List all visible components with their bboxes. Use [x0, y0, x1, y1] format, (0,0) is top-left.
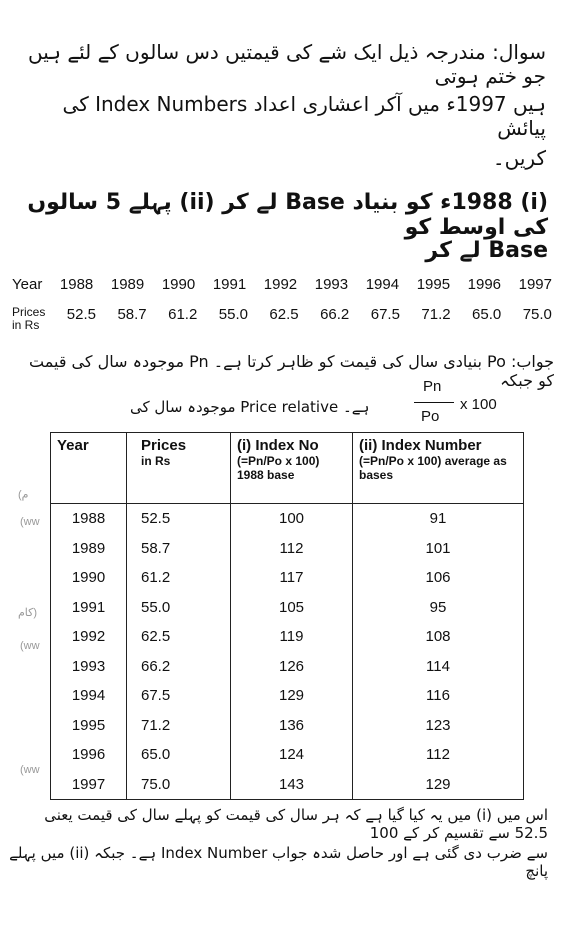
times-hundred: x 100: [460, 396, 497, 413]
header-subtitle: (=Pn/Po x 100) 1988 base: [237, 454, 320, 482]
cell-index-1988: 143: [231, 770, 353, 800]
given-year: 1996: [467, 276, 502, 293]
header-prices: [127, 433, 231, 504]
watermark: (ww: [20, 640, 40, 652]
cell-index-1988: 129: [231, 681, 353, 711]
cell-index-1988: 105: [231, 593, 353, 623]
watermark: (ww: [20, 516, 40, 528]
cell-price: 67.5: [127, 681, 231, 711]
header-subtitle: in Rs: [141, 454, 171, 468]
cell-year: 1995: [51, 711, 127, 741]
table-header-row: [51, 433, 524, 504]
cell-year: 1997: [51, 770, 127, 800]
price-label-line-2: in Rs: [12, 318, 40, 332]
cell-year: 1991: [51, 593, 127, 623]
given-year: 1989: [110, 276, 145, 293]
given-price: 52.5: [66, 306, 96, 323]
footer-line-1: اس میں (i) میں یہ کیا گیا ہے کہ ہر سال کی قیمت کو پہلے سال کی قیمت یعنی 52.5 سے تقسیم کر کے 100: [44, 806, 548, 842]
table-row: [51, 770, 524, 800]
given-price: 65.0: [472, 306, 502, 323]
given-price: 62.5: [269, 306, 299, 323]
cell-price: 66.2: [127, 652, 231, 682]
header-year: [51, 433, 127, 504]
header-subtitle: (=Pn/Po x 100) average as bases: [359, 454, 507, 482]
cell-price: 75.0: [127, 770, 231, 800]
cell-price: 65.0: [127, 740, 231, 770]
cell-index-average: 112: [353, 740, 524, 770]
given-year: 1993: [314, 276, 349, 293]
cell-year: 1993: [51, 652, 127, 682]
cell-price: 52.5: [127, 504, 231, 534]
fraction-bar: [414, 402, 454, 403]
given-year: 1991: [212, 276, 247, 293]
year-label: Year: [12, 276, 43, 293]
watermark: (ww: [20, 764, 40, 776]
cell-year: 1992: [51, 622, 127, 652]
table-row: [51, 504, 524, 534]
footer-line-2: سے ضرب دی گئی ہے اور حاصل شدہ جواب Index Number ہے۔ جبکہ (ii) میں پہلے پانچ: [9, 844, 548, 880]
cell-index-average: 114: [353, 652, 524, 682]
given-price: 55.0: [218, 306, 248, 323]
question-line-5: Base لے کر: [425, 238, 548, 263]
index-number-table: [50, 432, 524, 800]
table-row: [51, 622, 524, 652]
cell-index-1988: 117: [231, 563, 353, 593]
cell-index-average: 95: [353, 593, 524, 623]
table-row: [51, 681, 524, 711]
given-year: 1994: [365, 276, 400, 293]
header-index-1988: [231, 433, 353, 504]
table-row: [51, 652, 524, 682]
table-row: [51, 711, 524, 741]
cell-index-average: 106: [353, 563, 524, 593]
given-year: 1995: [416, 276, 451, 293]
cell-price: 55.0: [127, 593, 231, 623]
table-row: [51, 563, 524, 593]
header-index-average: [353, 433, 524, 504]
fraction-numerator: Pn: [423, 378, 442, 395]
cell-price: 71.2: [127, 711, 231, 741]
given-price: 61.2: [168, 306, 198, 323]
cell-year: 1994: [51, 681, 127, 711]
cell-index-1988: 126: [231, 652, 353, 682]
cell-year: 1988: [51, 504, 127, 534]
table-row: [51, 534, 524, 564]
question-line-4: (i) 1988ء کو بنیاد Base لے کر (ii) پہلے 5 سالوں کی اوسط کو: [27, 190, 548, 240]
given-year: 1997: [518, 276, 552, 293]
given-price: 75.0: [522, 306, 552, 323]
given-price: 67.5: [370, 306, 400, 323]
cell-index-1988: 100: [231, 504, 353, 534]
price-label: [12, 306, 45, 332]
cell-index-1988: 136: [231, 711, 353, 741]
table-row: [51, 593, 524, 623]
watermark: کام): [18, 607, 38, 619]
cell-price: 58.7: [127, 534, 231, 564]
answer-line-2: موجودہ سال کی Price relative ہے۔: [130, 398, 370, 416]
cell-index-1988: 119: [231, 622, 353, 652]
cell-price: 62.5: [127, 622, 231, 652]
answer-line-1: جواب: Po بنیادی سال کی قیمت کو ظاہر کرتا ہے۔ Pn موجودہ سال کی قیمت کو جبکہ: [29, 352, 554, 390]
fraction-denominator: Po: [421, 408, 440, 425]
cell-index-average: 108: [353, 622, 524, 652]
cell-year: 1989: [51, 534, 127, 564]
cell-year: 1996: [51, 740, 127, 770]
cell-index-average: 116: [353, 681, 524, 711]
given-year: 1990: [161, 276, 196, 293]
cell-price: 61.2: [127, 563, 231, 593]
question-line-3: کریں۔: [492, 146, 546, 170]
cell-index-average: 91: [353, 504, 524, 534]
given-prices-row: [12, 306, 552, 332]
cell-index-average: 129: [353, 770, 524, 800]
given-price: 66.2: [320, 306, 350, 323]
header-title: Prices: [141, 437, 187, 454]
given-price: 71.2: [421, 306, 451, 323]
header-title: Year: [57, 437, 89, 454]
cell-index-1988: 124: [231, 740, 353, 770]
given-years-row: [12, 276, 552, 293]
header-title: (ii) Index Number: [359, 437, 482, 454]
cell-index-average: 101: [353, 534, 524, 564]
given-price: 58.7: [117, 306, 147, 323]
watermark: (م: [18, 489, 29, 501]
question-line-2: ہیں 1997ء میں آکر اعشاری اعداد Index Numbers کی پیائش: [62, 92, 546, 140]
given-year: 1988: [59, 276, 94, 293]
table-row: [51, 740, 524, 770]
price-label-line-1: Prices: [12, 305, 46, 319]
cell-index-1988: 112: [231, 534, 353, 564]
header-title: (i) Index No: [237, 437, 319, 454]
given-year: 1992: [263, 276, 298, 293]
question-line-1: سوال: مندرجہ ذیل ایک شے کی قیمتیں دس سالوں کے لئے ہیں جو ختم ہوتی: [28, 40, 546, 88]
cell-index-average: 123: [353, 711, 524, 741]
cell-year: 1990: [51, 563, 127, 593]
